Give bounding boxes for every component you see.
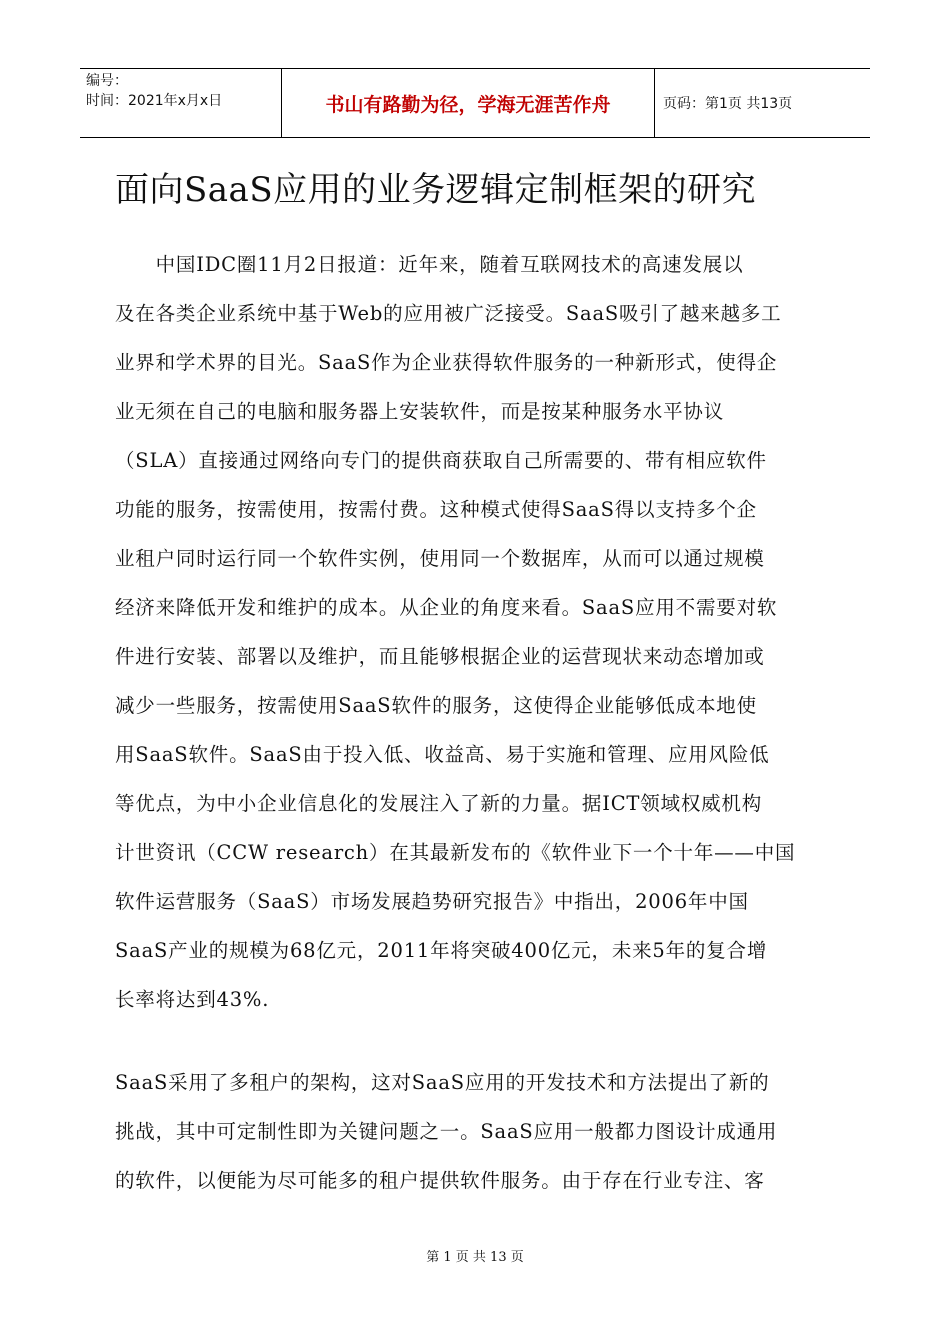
text-line: 及在各类企业系统中基于Web的应用被广泛接受。SaaS吸引了越来越多工 [115,302,782,325]
header-meta [80,69,281,137]
text-line: 等优点，为中小企业信息化的发展注入了新的力量。据ICT领域权威机构 [115,792,763,815]
page-footer: 第 1 页 共 13 页 [426,1250,524,1265]
paragraph-1 [115,240,835,1024]
text-line: 件进行安装、部署以及维护，而且能够根据企业的运营现状来动态增加或 [115,645,765,668]
text-line: 经济来降低开发和维护的成本。从企业的角度来看。SaaS应用不需要对软 [115,596,778,619]
document-title: 面向SaaS应用的业务逻辑定制框架的研究 [115,170,757,210]
text-line: 中国IDC圈11月2日报道：近年来，随着互联网技术的高速发展以 [115,253,744,276]
text-line: 业界和学术界的目光。SaaS作为企业获得软件服务的一种新形式，使得企 [115,351,778,374]
document-header [80,68,870,138]
text-line: （SLA）直接通过网络向专门的提供商获取自己所需要的、带有相应软件 [115,449,767,472]
text-line: 软件运营服务（SaaS）市场发展趋势研究报告》中指出，2006年中国 [115,890,749,913]
text-line: 计世资讯（CCW research）在其最新发布的《软件业下一个十年——中国 [115,841,796,864]
document-number-label: 编号： [86,73,128,89]
text-line: 用SaaS软件。SaaS由于投入低、收益高、易于实施和管理、应用风险低 [115,743,770,766]
text-line: SaaS产业的规模为68亿元，2011年将突破400亿元，未来5年的复合增 [115,939,768,962]
text-line: 减少一些服务，按需使用SaaS软件的服务，这使得企业能够低成本地使 [115,694,757,717]
text-line: 长率将达到43%. [115,988,270,1011]
text-line: SaaS采用了多租户的架构，这对SaaS应用的开发技术和方法提出了新的 [115,1071,770,1094]
header-page-info: 页码：第1页 共13页 [663,96,793,112]
text-line: 的软件，以便能为尽可能多的租户提供软件服务。由于存在行业专注、客 [115,1169,765,1192]
header-motto: 书山有路勤为径，学海无涯苦作舟 [281,69,655,137]
text-line: 挑战，其中可定制性即为关键问题之一。SaaS应用一般都力图设计成通用 [115,1120,778,1143]
paragraph-2 [115,1058,835,1205]
text-line: 功能的服务，按需使用，按需付费。这种模式使得SaaS得以支持多个企 [115,498,757,521]
text-line: 业租户同时运行同一个软件实例，使用同一个数据库，从而可以通过规模 [115,547,765,570]
text-line: 业无须在自己的电脑和服务器上安装软件，而是按某种服务水平协议 [115,400,725,423]
document-date: 时间：2021年x月x日 [86,93,223,109]
